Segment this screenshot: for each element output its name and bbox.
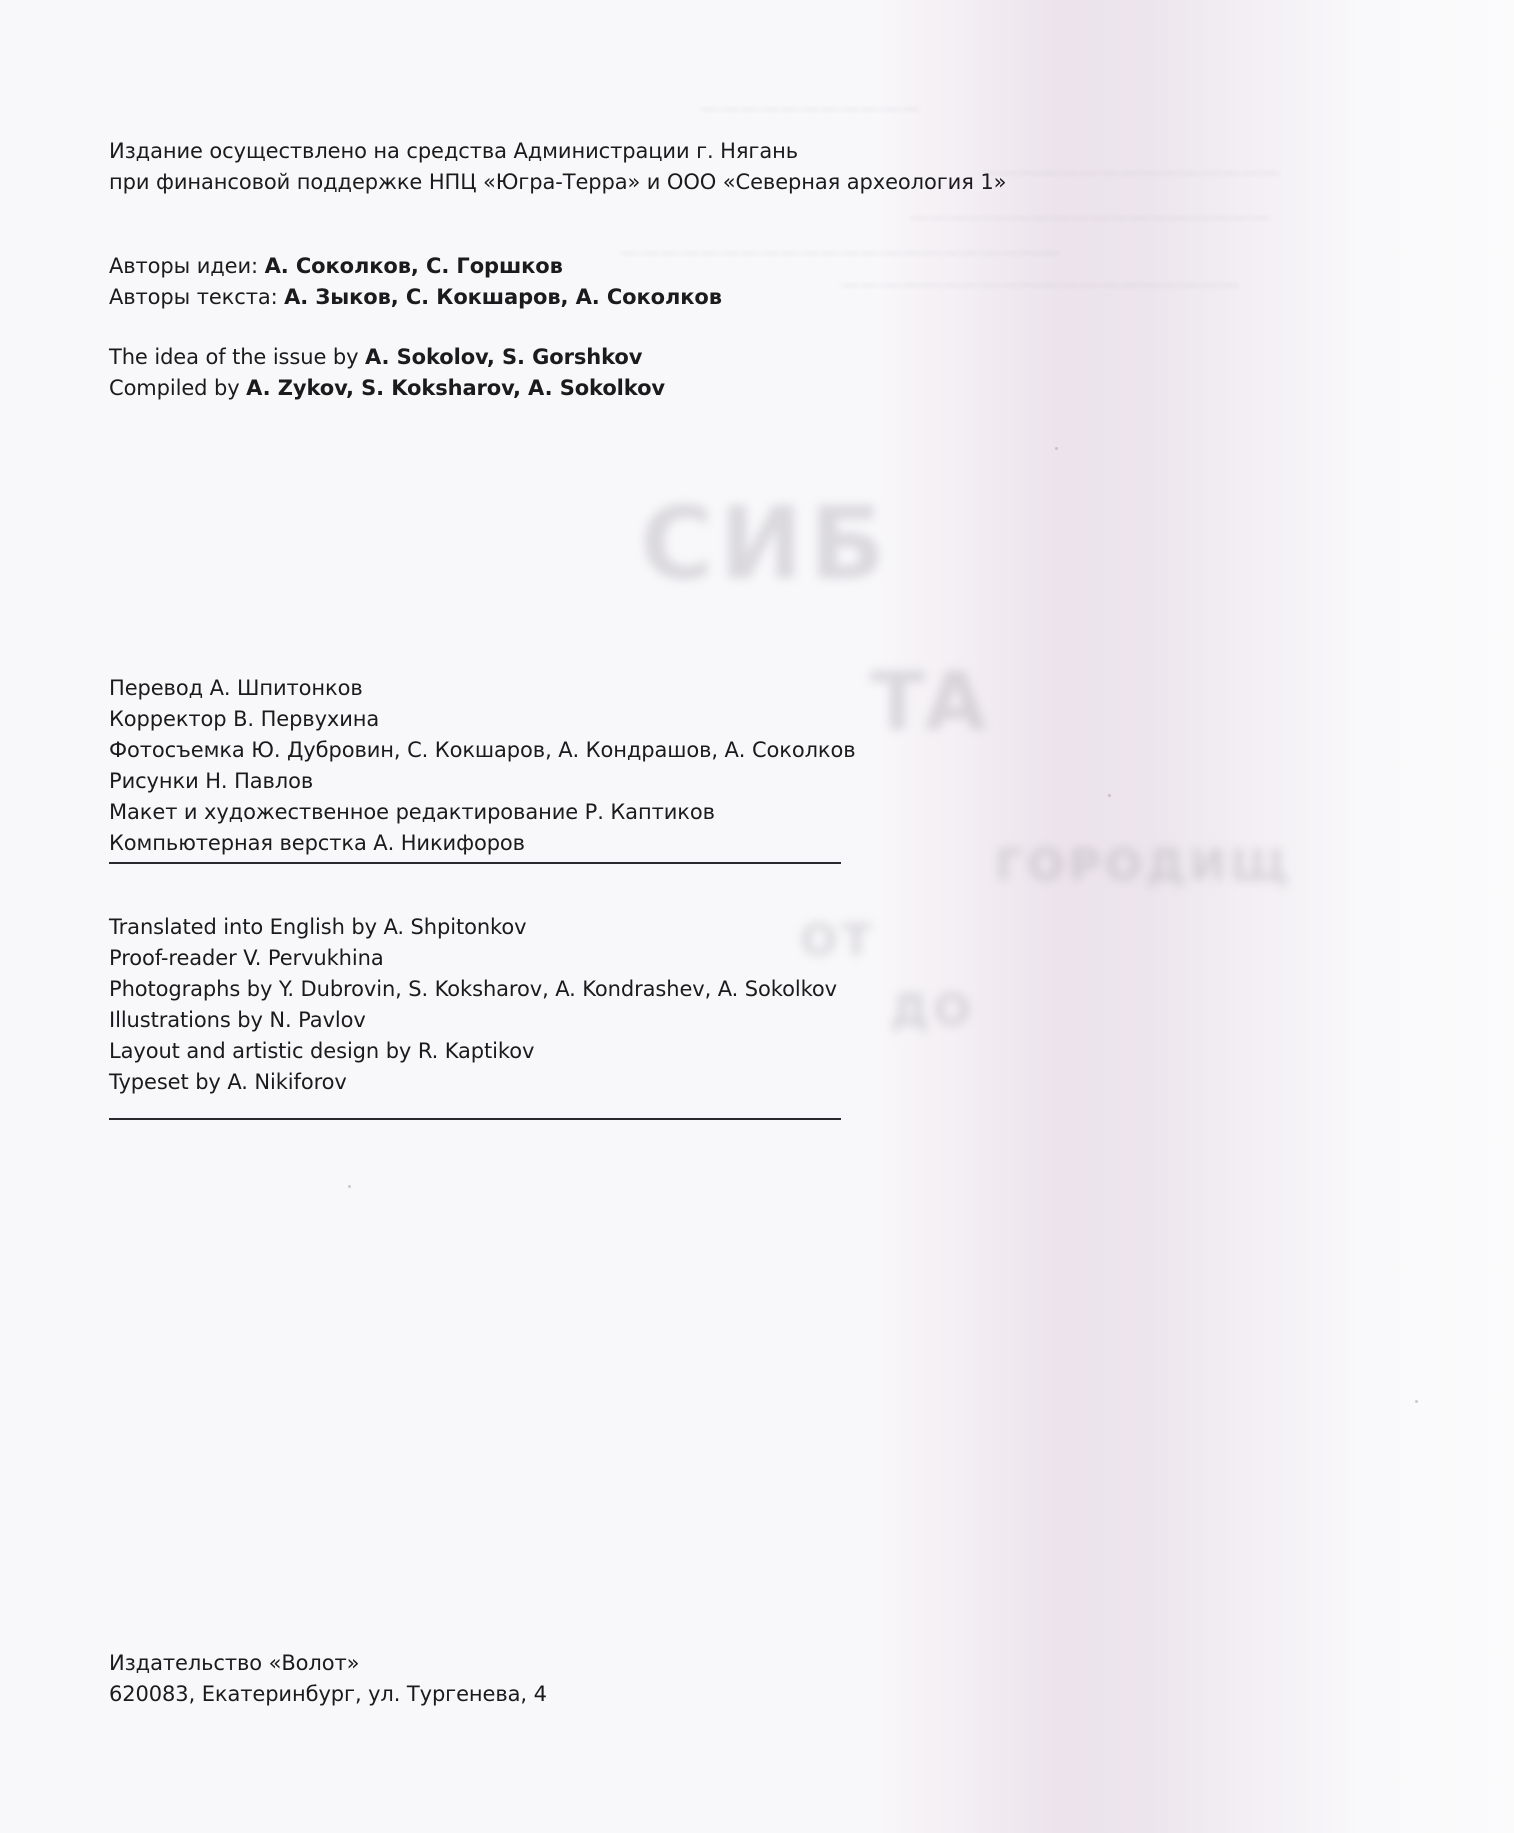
bleed-through-small-4: —————————————————————— <box>620 240 1060 264</box>
credit-en-photos: Photographs by Y. Dubrovin, S. Koksharov, A. Kondrashev, A. Sokolkov <box>109 977 837 1001</box>
funding-note <box>109 136 1006 198</box>
publisher-name: Издательство «Волот» <box>109 1651 360 1675</box>
credit-en-layout: Layout and artistic design by R. Kaptikov <box>109 1039 535 1063</box>
credit-en-proofreader: Proof-reader V. Pervukhina <box>109 946 384 970</box>
paper-speck <box>1055 447 1058 450</box>
bleed-through-title: СИБ <box>640 485 892 602</box>
credits-ru <box>109 673 856 859</box>
funding-line-1: Издание осуществлено на средства Администрации г. Нягань <box>109 139 799 163</box>
paper-speck <box>1108 794 1111 797</box>
credit-en-translation: Translated into English by A. Shpitonkov <box>109 915 527 939</box>
paper-speck <box>348 1185 351 1188</box>
publisher-address: 620083, Екатеринбург, ул. Тургенева, 4 <box>109 1682 547 1706</box>
credit-en-illustrations: Illustrations by N. Pavlov <box>109 1008 366 1032</box>
credit-ru-proofreader: Корректор В. Первухина <box>109 707 380 731</box>
authors-compiled-en-label: Compiled by <box>109 376 240 400</box>
authors-en <box>109 342 665 404</box>
authors-idea-ru <box>109 251 722 282</box>
bleed-through-line-2: ОТ <box>800 915 876 966</box>
bleed-through-small-1: ——————————— <box>700 96 920 120</box>
authors-idea-ru-names: А. Соколков, С. Горшков <box>264 254 563 278</box>
bleed-through-small-2: ——————————————— <box>980 160 1280 184</box>
authors-text-ru-label: Авторы текста: <box>109 285 278 309</box>
authors-idea-ru-label: Авторы идеи: <box>109 254 259 278</box>
authors-idea-en-names: A. Sokolov, S. Gorshkov <box>364 345 643 369</box>
credit-ru-translation: Перевод А. Шпитонков <box>109 676 363 700</box>
credit-ru-typeset: Компьютерная верстка А. Никифоров <box>109 831 525 855</box>
divider-en <box>109 1118 841 1120</box>
bleed-through-subtitle: ТА <box>870 655 987 748</box>
authors-compiled-en <box>109 373 665 404</box>
credit-ru-layout: Макет и художественное редактирование Р. Каптиков <box>109 800 715 824</box>
authors-text-ru <box>109 282 722 313</box>
credits-en <box>109 912 837 1098</box>
bleed-through-small-5: ———————————————————— <box>840 272 1240 296</box>
authors-compiled-en-names: A. Zykov, S. Koksharov, A. Sokolkov <box>246 376 665 400</box>
funding-line-2: при финансовой поддержке НПЦ «Югра-Терра» и ООО «Северная археология 1» <box>109 170 1007 194</box>
credit-ru-illustrations: Рисунки Н. Павлов <box>109 769 314 793</box>
bleed-through-line-3: ДО <box>890 985 975 1036</box>
authors-text-ru-names: А. Зыков, С. Кокшаров, А. Соколков <box>284 285 722 309</box>
publisher <box>109 1648 547 1710</box>
divider-ru <box>109 862 841 864</box>
credit-ru-photos: Фотосъемка Ю. Дубровин, С. Кокшаров, А. Кондрашов, А. Соколков <box>109 738 856 762</box>
bleed-through-small-3: —————————————————— <box>910 205 1270 229</box>
authors-idea-en <box>109 342 665 373</box>
credit-en-typeset: Typeset by A. Nikiforov <box>109 1070 347 1094</box>
paper-speck <box>1415 1400 1418 1403</box>
bleed-through-line-1: ГОРОДИЩ <box>995 840 1293 891</box>
authors-ru <box>109 251 722 313</box>
authors-idea-en-label: The idea of the issue by <box>109 345 359 369</box>
